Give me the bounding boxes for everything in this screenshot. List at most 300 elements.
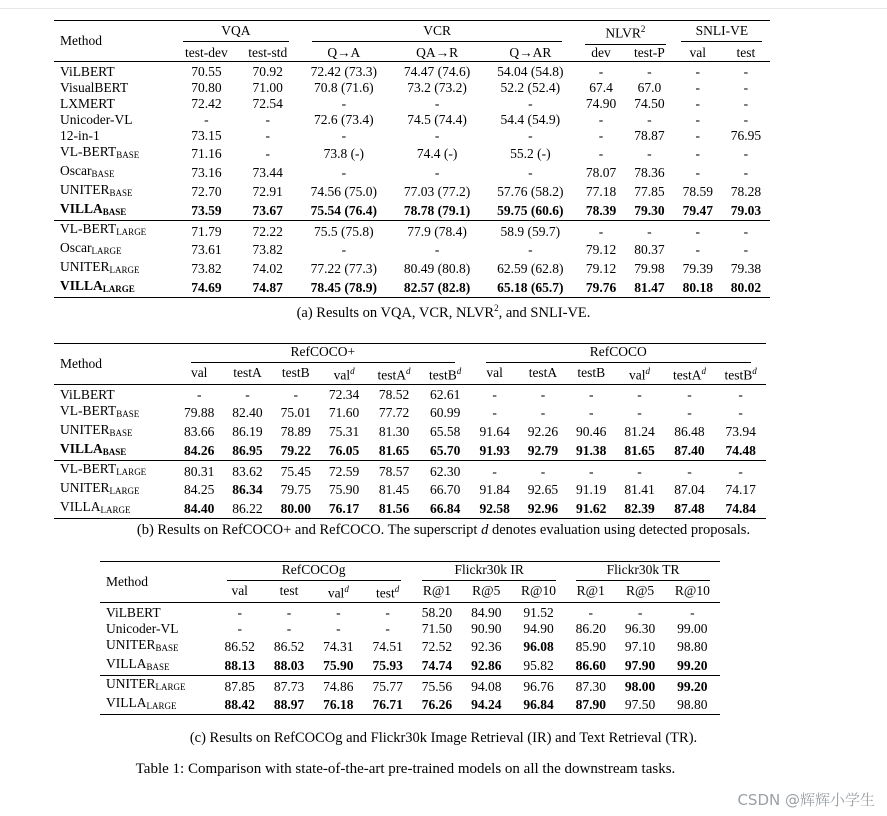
value-cell: 83.62	[223, 461, 271, 481]
column-header	[665, 581, 720, 602]
value-cell: 73.16	[191, 164, 222, 180]
value-cell: 75.77	[363, 676, 412, 696]
value-cell: 79.12	[585, 241, 617, 257]
value-cell: 92.96	[519, 499, 567, 519]
value-cell: 77.72	[378, 404, 410, 420]
column-header	[412, 581, 461, 602]
value-cell: 86.19	[232, 423, 263, 439]
method-name: VILLA	[106, 695, 147, 710]
value-cell: -	[528, 164, 533, 180]
column-header: test-dev	[175, 45, 239, 62]
table-row	[54, 499, 766, 519]
method-name: UNITER	[106, 637, 156, 652]
value-cell: -	[687, 404, 692, 420]
caption-a: (a) Results on VQA, VCR, NLVR$^2$, and SNLI-VE.	[296, 303, 591, 321]
column-header	[215, 581, 264, 602]
table-row	[54, 112, 770, 128]
table-row	[100, 637, 720, 656]
method-size: BASE	[116, 409, 140, 419]
column-sup: d	[394, 584, 400, 594]
method-size: BASE	[155, 643, 179, 653]
value-cell: 92.79	[527, 442, 559, 458]
value-cell: 91.19	[576, 481, 607, 497]
value-cell: -	[664, 461, 716, 481]
value-cell: 74.86	[314, 676, 363, 696]
value-cell: 79.88	[184, 404, 215, 420]
value-cell: 79.98	[634, 260, 665, 276]
value-cell: 82.40	[232, 404, 263, 420]
value-cell: 67.0	[637, 80, 662, 95]
value-cell: 82.57 (82.8)	[390, 278, 483, 298]
method-cell	[54, 441, 175, 461]
value-cell: -	[265, 128, 270, 143]
value-cell: -	[743, 112, 749, 127]
table-row	[54, 480, 766, 499]
value-cell: 72.52	[421, 638, 453, 654]
value-cell: 74.51	[372, 638, 403, 654]
column-header	[320, 363, 368, 384]
value-cell: 78.07	[585, 164, 617, 180]
method-cell	[54, 422, 175, 441]
column-sup: d	[456, 366, 462, 376]
value-cell: 66.84	[420, 499, 471, 519]
table-row	[100, 656, 720, 676]
value-cell: 92.58	[471, 499, 519, 519]
method-size: LARGE	[116, 467, 147, 477]
method-size: LARGE	[109, 265, 140, 275]
value-cell: 79.38	[730, 260, 762, 276]
value-cell: -	[637, 387, 642, 402]
column-name: R@5	[625, 583, 655, 599]
value-cell: 94.24	[462, 695, 511, 715]
value-cell: 79.30	[634, 202, 665, 218]
value-cell: 81.47	[625, 278, 674, 298]
column-header	[566, 581, 615, 602]
method-size: LARGE	[100, 505, 131, 515]
value-cell: 87.90	[566, 695, 615, 715]
group-name: NLVR	[605, 25, 641, 41]
method-cell	[54, 80, 175, 96]
value-cell: 74.50	[634, 96, 665, 111]
value-cell: 99.20	[665, 676, 720, 696]
method-cell	[54, 112, 175, 128]
value-cell: -	[265, 112, 270, 127]
value-cell: -	[434, 128, 440, 143]
value-cell: -	[519, 461, 567, 481]
value-cell: 91.38	[576, 442, 607, 458]
column-sup: d	[645, 366, 651, 376]
value-cell: 58.9 (59.7)	[484, 221, 577, 241]
value-cell: -	[567, 461, 615, 481]
value-cell: -	[598, 112, 604, 127]
value-cell: 91.62	[567, 499, 615, 519]
value-cell: 87.30	[566, 676, 615, 696]
method-cell	[100, 695, 215, 715]
column-name: test	[279, 583, 299, 599]
value-cell: 52.2 (52.4)	[500, 80, 561, 95]
column-name: R@1	[422, 583, 452, 599]
group-sup: 2	[640, 24, 646, 34]
value-cell: -	[637, 404, 642, 420]
value-cell: 76.95	[730, 128, 762, 143]
value-cell: 98.80	[665, 695, 720, 715]
value-cell: 96.30	[624, 621, 656, 636]
method-cell	[54, 403, 175, 422]
column-name: testA	[528, 365, 558, 381]
value-cell: -	[588, 605, 593, 620]
value-cell: 73.2 (73.2)	[407, 80, 467, 95]
method-name: LXMERT	[60, 96, 115, 111]
value-cell: 88.42	[215, 695, 264, 715]
value-cell: 80.37	[634, 241, 665, 257]
column-name: testA	[377, 367, 407, 383]
method-name: UNITER	[60, 422, 110, 437]
value-cell: 75.31	[328, 423, 360, 439]
group-label: SNLI-VE	[681, 23, 762, 42]
method-name: VL-BERT	[60, 461, 117, 476]
method-cell	[54, 461, 175, 481]
value-cell: 79.12	[585, 260, 617, 276]
table-row	[54, 144, 770, 163]
column-header	[272, 363, 320, 384]
column-header	[567, 363, 615, 384]
value-cell: -	[695, 164, 700, 180]
value-cell: 74.84	[715, 499, 766, 519]
value-cell: 86.52	[224, 638, 255, 654]
column-header: QA→R	[390, 45, 483, 62]
table-row	[54, 201, 770, 221]
method-cell	[54, 144, 175, 163]
value-cell: 78.36	[634, 164, 665, 180]
value-cell: 87.48	[664, 499, 716, 519]
value-cell: -	[625, 221, 674, 241]
value-cell: 72.42	[191, 96, 222, 111]
column-name: testB	[577, 365, 606, 381]
value-cell: 54.04 (54.8)	[497, 64, 564, 79]
value-cell: 73.82	[252, 241, 283, 257]
value-cell: -	[598, 64, 604, 79]
value-cell: 77.03 (77.2)	[403, 183, 471, 199]
value-cell: 77.9 (78.4)	[390, 221, 483, 241]
column-name: R@10	[521, 583, 556, 599]
group-label: VCR	[312, 23, 562, 42]
value-cell: 74.31	[323, 638, 354, 654]
value-cell: 74.90	[585, 96, 617, 111]
value-cell: 80.49 (80.8)	[403, 260, 471, 276]
value-cell: -	[237, 621, 242, 636]
value-cell: -	[687, 387, 692, 402]
value-cell: 84.26	[184, 442, 215, 458]
value-cell: -	[715, 461, 766, 481]
value-cell: 81.24	[624, 423, 655, 439]
value-cell: -	[743, 145, 749, 161]
column-header	[368, 363, 420, 384]
method-header: Method	[100, 562, 215, 603]
value-cell: -	[695, 112, 700, 127]
column-header	[462, 581, 511, 602]
method-name: UNITER	[60, 182, 110, 197]
value-cell: 70.92	[252, 64, 283, 79]
value-cell: 85.90	[575, 638, 606, 654]
value-cell: 74.47 (74.6)	[403, 64, 471, 79]
value-cell: 73.94	[725, 423, 756, 439]
value-cell: 78.87	[634, 128, 665, 143]
watermark: CSDN @辉辉小学生	[737, 791, 875, 809]
method-cell	[54, 221, 175, 241]
value-cell: -	[598, 145, 604, 161]
method-cell	[54, 240, 175, 259]
value-cell: 78.52	[378, 387, 410, 402]
table-row	[54, 128, 770, 144]
table-row	[54, 61, 770, 80]
method-size: BASE	[102, 207, 127, 217]
method-name: ViLBERT	[106, 605, 161, 620]
value-cell: 65.58	[429, 423, 461, 439]
value-cell: 79.47	[682, 202, 713, 218]
value-cell: -	[647, 145, 652, 161]
value-cell: 78.45 (78.9)	[297, 278, 390, 298]
column-name: testA	[672, 367, 702, 383]
column-header: val	[674, 45, 722, 62]
method-name: ViLBERT	[60, 64, 115, 79]
value-cell: 81.45	[378, 481, 410, 497]
value-cell: -	[286, 605, 292, 620]
method-size: BASE	[109, 428, 133, 438]
value-cell: 97.90	[624, 657, 656, 673]
value-cell: -	[743, 241, 749, 257]
value-cell: -	[336, 605, 341, 620]
method-header: Method	[54, 21, 175, 62]
value-cell: -	[588, 404, 594, 420]
method-name: VL-BERT	[60, 403, 117, 418]
value-cell: 86.48	[674, 423, 705, 439]
value-cell: 70.55	[191, 64, 222, 79]
column-name: R@5	[472, 583, 501, 599]
value-cell: 86.95	[232, 442, 263, 458]
method-name: UNITER	[106, 676, 156, 691]
value-cell: 80.18	[674, 278, 722, 298]
value-cell: 80.00	[272, 499, 320, 519]
value-cell: -	[647, 64, 652, 79]
method-name: VL-BERT	[60, 144, 117, 159]
value-cell: 74.5 (74.4)	[407, 112, 467, 127]
value-cell: 60.99	[429, 404, 461, 420]
method-size: LARGE	[102, 284, 135, 294]
value-cell: 87.85	[215, 676, 264, 696]
column-header	[519, 363, 567, 384]
column-header: test	[722, 45, 770, 62]
table-refcoco	[54, 343, 766, 519]
method-name: VILLA	[60, 201, 103, 216]
value-cell: 73.8 (-)	[323, 145, 365, 161]
value-cell: -	[743, 80, 749, 95]
value-cell: 81.65	[624, 442, 655, 458]
column-name: val	[333, 367, 351, 383]
value-cell: -	[341, 128, 347, 143]
value-cell: 65.70	[429, 442, 461, 458]
column-header	[471, 363, 519, 384]
value-cell: 55.2 (-)	[510, 145, 551, 161]
value-cell: 80.02	[722, 278, 770, 298]
column-header	[314, 581, 363, 602]
value-cell: -	[434, 164, 440, 180]
group-label: Flickr30k IR	[422, 562, 556, 581]
value-cell: 99.20	[677, 657, 708, 673]
value-cell: 74.56 (75.0)	[310, 183, 377, 199]
group-header	[175, 344, 470, 364]
value-cell: -	[492, 387, 497, 402]
caption-c: (c) Results on RefCOCOg and Flickr30k Image Retrieval (IR) and Text Retrieval (TR).	[189, 730, 698, 746]
column-name: val	[231, 583, 248, 599]
value-cell: 73.15	[191, 128, 222, 143]
value-cell: 81.30	[378, 423, 410, 439]
value-cell: 76.26	[412, 695, 461, 715]
value-cell: 92.65	[527, 481, 559, 497]
value-cell: 79.03	[730, 202, 762, 218]
value-cell: 87.04	[674, 481, 705, 497]
value-cell: 67.4	[589, 80, 613, 95]
column-sup: d	[344, 584, 349, 594]
value-cell: -	[695, 64, 700, 79]
value-cell: -	[637, 605, 643, 620]
value-cell: -	[690, 605, 695, 620]
value-cell: -	[196, 387, 202, 402]
group-label: RefCOCO	[486, 344, 751, 363]
method-name: VILLA	[60, 499, 101, 514]
table-row	[54, 278, 770, 298]
table-row	[54, 441, 766, 461]
table-row	[100, 695, 720, 715]
value-cell: 72.6 (73.4)	[314, 112, 374, 127]
value-cell: 75.93	[372, 657, 403, 673]
method-cell	[54, 128, 175, 144]
value-cell: 73.44	[252, 164, 283, 180]
value-cell: 71.00	[252, 80, 283, 95]
value-cell: 87.73	[264, 676, 313, 696]
value-cell: 82.39	[615, 499, 663, 519]
value-cell: 78.78 (79.1)	[403, 202, 471, 218]
method-cell	[54, 61, 175, 80]
value-cell: 74.87	[238, 278, 297, 298]
value-cell: 73.59	[191, 202, 222, 218]
value-cell: -	[434, 96, 440, 111]
table-row	[54, 384, 766, 403]
value-cell: 75.54 (76.4)	[310, 202, 377, 218]
group-label: RefCOCO+	[191, 344, 455, 363]
value-cell: 88.13	[224, 657, 255, 673]
value-cell: 86.22	[223, 499, 271, 519]
value-cell: -	[743, 96, 749, 111]
column-name: val	[327, 585, 345, 601]
value-cell: 97.10	[624, 638, 656, 654]
table-refcocog-flickr	[100, 561, 720, 715]
value-cell: 90.46	[576, 423, 607, 439]
value-cell: 75.45	[272, 461, 320, 481]
column-header	[363, 581, 412, 602]
value-cell: 77.18	[585, 183, 617, 199]
value-cell: 96.84	[511, 695, 566, 715]
value-cell: 84.90	[471, 605, 502, 620]
value-cell: -	[695, 80, 700, 95]
value-cell: 91.52	[523, 605, 554, 620]
method-name: Unicoder-VL	[60, 112, 133, 127]
value-cell: 73.67	[252, 202, 283, 218]
column-header	[175, 363, 223, 384]
group-header	[674, 21, 770, 45]
value-cell: -	[598, 128, 604, 143]
value-cell: 72.22	[238, 221, 297, 241]
value-cell: -	[471, 461, 519, 481]
method-name: VILLA	[106, 656, 147, 671]
value-cell: 70.80	[191, 80, 222, 95]
table-row	[54, 163, 770, 182]
value-cell: -	[341, 164, 347, 180]
group-header	[577, 21, 674, 45]
value-cell: 72.59	[320, 461, 368, 481]
value-cell: 86.52	[273, 638, 305, 654]
column-name: val	[486, 365, 503, 381]
value-cell: -	[204, 112, 209, 127]
column-sup: d	[406, 366, 411, 376]
method-name: Oscar	[60, 163, 92, 178]
value-cell: 78.28	[730, 183, 762, 199]
method-cell	[54, 201, 175, 221]
method-cell	[100, 602, 215, 621]
value-cell: -	[265, 145, 270, 161]
column-sup: d	[701, 366, 706, 376]
value-cell: 70.8 (71.6)	[314, 80, 374, 95]
table-caption: Table 1: Comparison with state-of-the-art pre-trained models on all the downstream tasks.	[135, 761, 676, 777]
value-cell: 54.4 (54.9)	[500, 112, 561, 127]
column-header: Q→AR	[484, 45, 577, 62]
table-row	[54, 182, 770, 201]
method-cell	[100, 637, 215, 656]
value-cell: -	[738, 387, 743, 402]
method-name: ViLBERT	[60, 387, 115, 402]
value-cell: 95.82	[523, 657, 554, 673]
value-cell: 75.5 (75.8)	[297, 221, 390, 241]
value-cell: 65.18 (65.7)	[484, 278, 577, 298]
value-cell: 94.08	[462, 676, 511, 696]
method-cell	[54, 163, 175, 182]
value-cell: 74.02	[252, 260, 283, 276]
value-cell: 72.54	[252, 96, 283, 111]
value-cell: 86.60	[575, 657, 606, 673]
method-name: VL-BERT	[60, 221, 117, 236]
value-cell: 88.03	[273, 657, 305, 673]
value-cell: 96.08	[523, 638, 554, 654]
value-cell: 76.17	[320, 499, 368, 519]
value-cell: 71.79	[175, 221, 239, 241]
value-cell: -	[695, 145, 700, 161]
method-name: Oscar	[60, 240, 92, 255]
column-name: testB	[724, 367, 753, 383]
value-cell: -	[336, 621, 341, 636]
value-cell: 73.61	[191, 241, 222, 257]
value-cell: -	[540, 404, 546, 420]
value-cell: 72.42 (73.3)	[310, 64, 377, 79]
method-size: BASE	[102, 447, 127, 457]
method-cell	[54, 278, 175, 298]
value-cell: 74.48	[725, 442, 756, 458]
table-row	[54, 403, 766, 422]
method-cell	[54, 96, 175, 112]
value-cell: 79.76	[577, 278, 625, 298]
method-size: BASE	[146, 662, 170, 672]
group-header	[471, 344, 767, 364]
value-cell: 75.90	[328, 481, 360, 497]
method-size: LARGE	[109, 486, 140, 496]
